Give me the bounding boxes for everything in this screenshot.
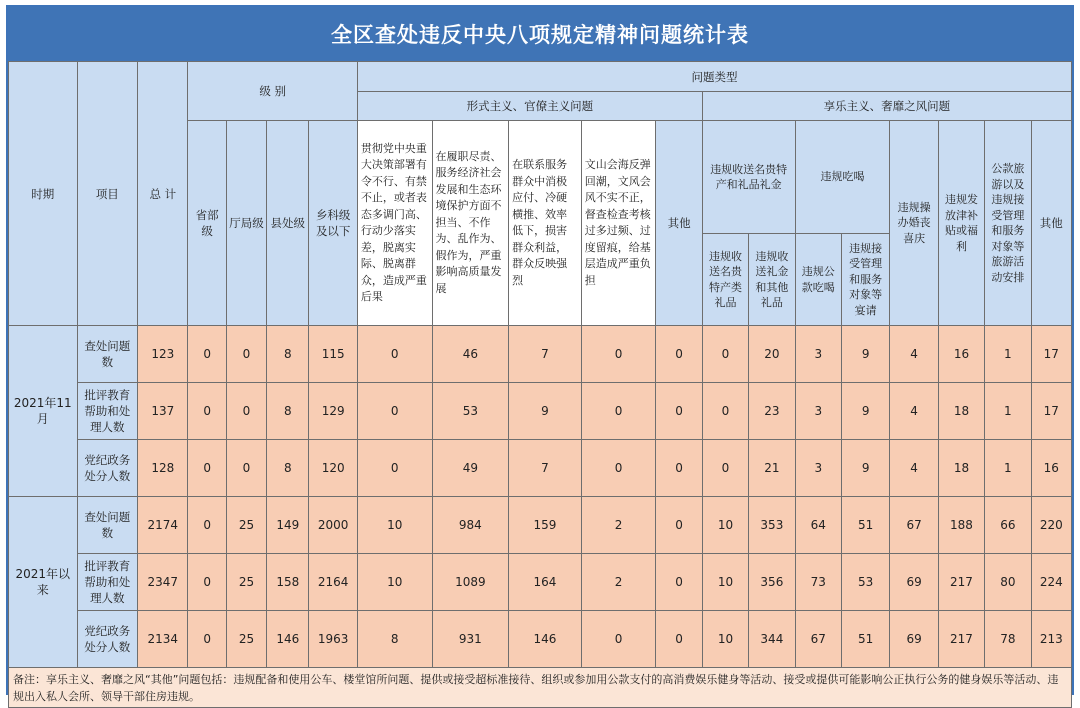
value-cell: 2174 xyxy=(138,497,188,554)
value-cell: 123 xyxy=(138,326,188,383)
statistics-table-frame xyxy=(6,5,1074,703)
period-cell: 2021年11月 xyxy=(9,326,78,497)
value-cell: 224 xyxy=(1031,554,1071,611)
table-title: 全区查处违反中央八项规定精神问题统计表 xyxy=(8,7,1072,61)
value-cell: 8 xyxy=(267,383,309,440)
value-cell: 4 xyxy=(890,440,938,497)
table-row xyxy=(9,326,1072,383)
dining-public-funds-header: 违规公款吃喝 xyxy=(795,234,841,326)
value-cell: 0 xyxy=(656,554,702,611)
value-cell: 188 xyxy=(938,497,984,554)
value-cell: 67 xyxy=(890,497,938,554)
value-cell: 1089 xyxy=(432,554,509,611)
value-cell: 21 xyxy=(749,440,795,497)
value-cell: 25 xyxy=(226,554,266,611)
value-cell: 8 xyxy=(267,326,309,383)
value-cell: 0 xyxy=(357,326,432,383)
formalism-header: 形式主义、官僚主义问题 xyxy=(357,92,702,121)
value-cell: 217 xyxy=(938,554,984,611)
value-cell: 18 xyxy=(938,440,984,497)
value-cell: 0 xyxy=(581,440,656,497)
item-cell: 党纪政务处分人数 xyxy=(77,611,138,668)
value-cell: 356 xyxy=(749,554,795,611)
value-cell: 16 xyxy=(1031,440,1071,497)
value-cell: 17 xyxy=(1031,326,1071,383)
value-cell: 0 xyxy=(226,326,266,383)
value-cell: 9 xyxy=(841,440,889,497)
value-cell: 8 xyxy=(267,440,309,497)
value-cell: 213 xyxy=(1031,611,1071,668)
value-cell: 67 xyxy=(795,611,841,668)
value-cell: 66 xyxy=(985,497,1031,554)
table-row xyxy=(9,554,1072,611)
value-cell: 10 xyxy=(702,497,748,554)
value-cell: 217 xyxy=(938,611,984,668)
header-row-1 xyxy=(9,62,1072,92)
value-cell: 0 xyxy=(656,611,702,668)
value-cell: 10 xyxy=(357,497,432,554)
value-cell: 1 xyxy=(985,440,1031,497)
value-cell: 344 xyxy=(749,611,795,668)
value-cell: 0 xyxy=(357,383,432,440)
gift-money-header: 违规收送礼金和其他礼品 xyxy=(749,234,795,326)
value-cell: 78 xyxy=(985,611,1031,668)
value-cell: 129 xyxy=(309,383,357,440)
issue-type-header: 问题类型 xyxy=(357,62,1071,92)
value-cell: 25 xyxy=(226,611,266,668)
value-cell: 115 xyxy=(309,326,357,383)
value-cell: 3 xyxy=(795,383,841,440)
value-cell: 0 xyxy=(188,383,226,440)
item-header: 项目 xyxy=(77,62,138,326)
period-header: 时期 xyxy=(9,62,78,326)
value-cell: 984 xyxy=(432,497,509,554)
level-township-header: 乡科级及以下 xyxy=(309,121,357,326)
value-cell: 49 xyxy=(432,440,509,497)
period-cell: 2021年以来 xyxy=(9,497,78,668)
value-cell: 1 xyxy=(985,326,1031,383)
item-cell: 批评教育帮助和处理人数 xyxy=(77,554,138,611)
value-cell: 23 xyxy=(749,383,795,440)
value-cell: 64 xyxy=(795,497,841,554)
dining-banquet-header: 违规接受管理和服务对象等宴请 xyxy=(841,234,889,326)
value-cell: 46 xyxy=(432,326,509,383)
formalism-col-3-header: 在联系服务群众中消极应付、冷硬横推、效率低下，损害群众利益，群众反映强烈 xyxy=(509,121,582,326)
value-cell: 2 xyxy=(581,497,656,554)
value-cell: 0 xyxy=(656,383,702,440)
value-cell: 2134 xyxy=(138,611,188,668)
formalism-col-2-header: 在履职尽责、服务经济社会发展和生态环境保护方面不担当、不作为、乱作为、假作为，严重影响高质量发展 xyxy=(432,121,509,326)
value-cell: 0 xyxy=(188,611,226,668)
hedonism-other-header: 其他 xyxy=(1031,121,1071,326)
value-cell: 353 xyxy=(749,497,795,554)
note-row xyxy=(9,668,1072,708)
value-cell: 18 xyxy=(938,383,984,440)
value-cell: 0 xyxy=(656,440,702,497)
total-header: 总 计 xyxy=(138,62,188,326)
value-cell: 10 xyxy=(357,554,432,611)
value-cell: 146 xyxy=(509,611,582,668)
value-cell: 20 xyxy=(749,326,795,383)
value-cell: 3 xyxy=(795,326,841,383)
statistics-table xyxy=(8,61,1072,708)
value-cell: 80 xyxy=(985,554,1031,611)
value-cell: 9 xyxy=(841,326,889,383)
value-cell: 53 xyxy=(432,383,509,440)
value-cell: 220 xyxy=(1031,497,1071,554)
value-cell: 7 xyxy=(509,326,582,383)
value-cell: 1963 xyxy=(309,611,357,668)
value-cell: 0 xyxy=(226,440,266,497)
level-header: 级 别 xyxy=(188,62,357,121)
value-cell: 3 xyxy=(795,440,841,497)
value-cell: 1 xyxy=(985,383,1031,440)
value-cell: 69 xyxy=(890,554,938,611)
value-cell: 0 xyxy=(702,326,748,383)
item-cell: 批评教育帮助和处理人数 xyxy=(77,383,138,440)
value-cell: 0 xyxy=(188,497,226,554)
value-cell: 53 xyxy=(841,554,889,611)
value-cell: 51 xyxy=(841,497,889,554)
value-cell: 0 xyxy=(581,326,656,383)
formalism-col-1-header: 贯彻党中央重大决策部署有令不行、有禁不止，或者表态多调门高、行动少落实差，脱离实际、脱离群众，造成严重后果 xyxy=(357,121,432,326)
value-cell: 4 xyxy=(890,383,938,440)
value-cell: 0 xyxy=(188,440,226,497)
value-cell: 17 xyxy=(1031,383,1071,440)
hedonism-header: 享乐主义、奢靡之风问题 xyxy=(702,92,1071,121)
value-cell: 0 xyxy=(702,383,748,440)
value-cell: 120 xyxy=(309,440,357,497)
value-cell: 8 xyxy=(357,611,432,668)
item-cell: 党纪政务处分人数 xyxy=(77,440,138,497)
table-body xyxy=(9,326,1072,668)
value-cell: 4 xyxy=(890,326,938,383)
table-row xyxy=(9,440,1072,497)
gift-group-header: 违规收送名贵特产和礼品礼金 xyxy=(702,121,795,234)
value-cell: 2347 xyxy=(138,554,188,611)
value-cell: 2164 xyxy=(309,554,357,611)
value-cell: 2 xyxy=(581,554,656,611)
value-cell: 931 xyxy=(432,611,509,668)
value-cell: 0 xyxy=(226,383,266,440)
value-cell: 0 xyxy=(188,554,226,611)
dining-group-header: 违规吃喝 xyxy=(795,121,890,234)
value-cell: 158 xyxy=(267,554,309,611)
value-cell: 0 xyxy=(581,383,656,440)
value-cell: 0 xyxy=(581,611,656,668)
wedding-header: 违规操办婚丧喜庆 xyxy=(890,121,938,326)
value-cell: 51 xyxy=(841,611,889,668)
value-cell: 9 xyxy=(509,383,582,440)
value-cell: 25 xyxy=(226,497,266,554)
level-bureau-header: 厅局级 xyxy=(226,121,266,326)
value-cell: 2000 xyxy=(309,497,357,554)
table-note: 备注：享乐主义、奢靡之风“其他”问题包括：违规配备和使用公车、楼堂馆所问题、提供或接受超标准接待、组织或参加用公款支付的高消费娱乐健身等活动、接受或提供可能影响公正执行公务的健身娱乐等活动、违规出入私人会所、领导干部住房违规。 xyxy=(9,668,1072,708)
level-county-header: 县处级 xyxy=(267,121,309,326)
item-cell: 查处问题数 xyxy=(77,326,138,383)
value-cell: 69 xyxy=(890,611,938,668)
value-cell: 0 xyxy=(188,326,226,383)
value-cell: 10 xyxy=(702,554,748,611)
value-cell: 0 xyxy=(656,497,702,554)
value-cell: 137 xyxy=(138,383,188,440)
table-row xyxy=(9,497,1072,554)
item-cell: 查处问题数 xyxy=(77,497,138,554)
value-cell: 128 xyxy=(138,440,188,497)
value-cell: 73 xyxy=(795,554,841,611)
formalism-other-header: 其他 xyxy=(656,121,702,326)
value-cell: 146 xyxy=(267,611,309,668)
value-cell: 149 xyxy=(267,497,309,554)
level-provincial-header: 省部级 xyxy=(188,121,226,326)
subsidy-header: 违规发放津补贴或福利 xyxy=(938,121,984,326)
value-cell: 0 xyxy=(702,440,748,497)
value-cell: 159 xyxy=(509,497,582,554)
value-cell: 10 xyxy=(702,611,748,668)
value-cell: 7 xyxy=(509,440,582,497)
gift-specialty-header: 违规收送名贵特产类礼品 xyxy=(702,234,748,326)
table-row xyxy=(9,383,1072,440)
table-row xyxy=(9,611,1072,668)
value-cell: 0 xyxy=(357,440,432,497)
value-cell: 9 xyxy=(841,383,889,440)
formalism-col-4-header: 文山会海反弹回潮，文风会风不实不正，督查检查考核过多过频、过度留痕，给基层造成严重负担 xyxy=(581,121,656,326)
value-cell: 0 xyxy=(656,326,702,383)
value-cell: 164 xyxy=(509,554,582,611)
value-cell: 16 xyxy=(938,326,984,383)
travel-header: 公款旅游以及违规接受管理和服务对象等旅游活动安排 xyxy=(985,121,1031,326)
